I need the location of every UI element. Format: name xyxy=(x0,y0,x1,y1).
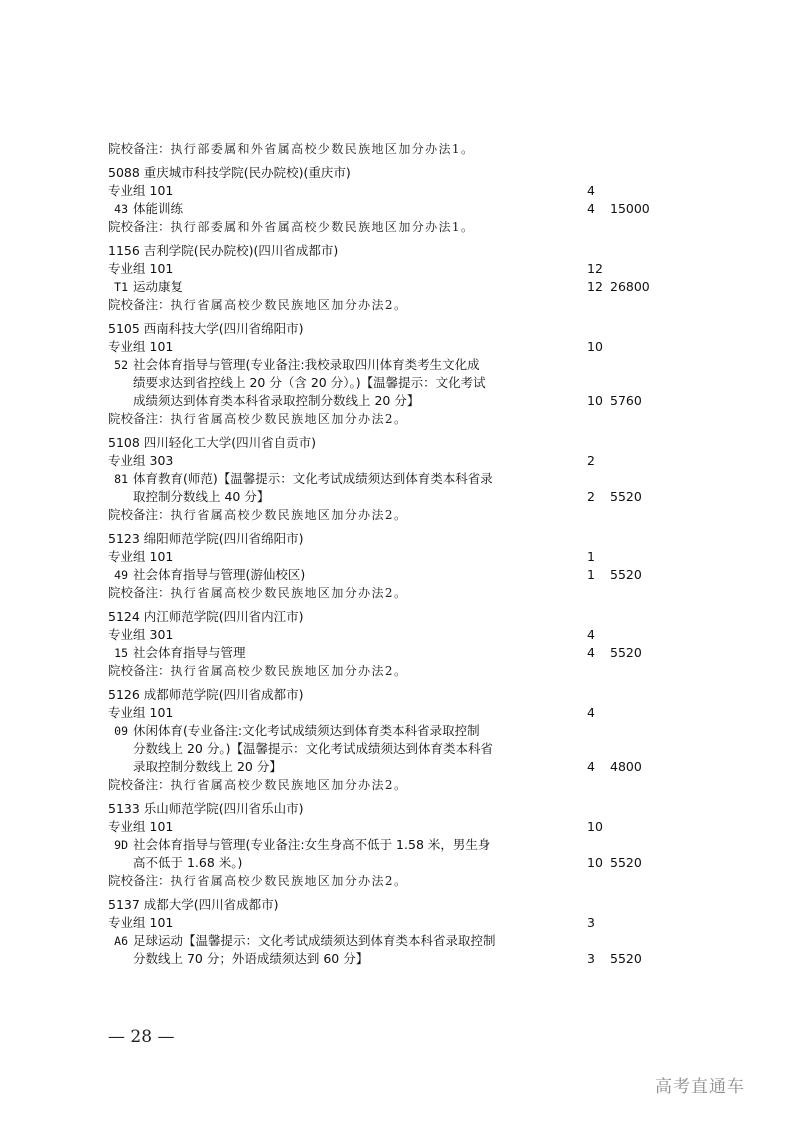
group-id: 301 xyxy=(149,627,174,642)
major-row xyxy=(108,950,668,968)
group-prefix: 专业组 xyxy=(108,819,146,834)
school-header: 1156 吉利学院(民办院校)(四川省成都市) xyxy=(108,243,339,258)
school-header: 5105 西南科技大学(四川省绵阳市) xyxy=(108,321,304,336)
major-row xyxy=(108,566,668,584)
major-count: 3 xyxy=(587,951,595,966)
major-code: A6 xyxy=(114,934,128,948)
major-count: 2 xyxy=(587,489,595,504)
major-text: 社会体育指导与管理(专业备注:我校录取四川体育类考生文化成 xyxy=(133,357,480,372)
group-count: 2 xyxy=(587,453,595,468)
major-group-row xyxy=(108,704,668,722)
major-row xyxy=(108,932,668,950)
major-row xyxy=(108,488,668,506)
group-id: 101 xyxy=(149,339,174,354)
school-note: 院校备注：执行部委属和外省属高校少数民族地区加分办法1。 xyxy=(108,219,475,234)
major-code: 15 xyxy=(114,646,128,660)
group-count: 4 xyxy=(587,627,595,642)
major-count: 10 xyxy=(587,855,603,870)
page-number: — 28 — xyxy=(108,1027,175,1047)
school-block xyxy=(108,434,668,530)
group-prefix: 专业组 xyxy=(108,183,146,198)
tuition-fee: 5520 xyxy=(610,489,642,504)
group-id: 101 xyxy=(149,705,174,720)
school-list xyxy=(108,164,668,974)
major-code: 9D xyxy=(114,838,128,852)
group-id: 101 xyxy=(149,549,174,564)
group-id: 101 xyxy=(149,819,174,834)
tuition-fee: 26800 xyxy=(610,279,650,294)
major-group-row xyxy=(108,626,668,644)
school-block xyxy=(108,320,668,434)
major-group-row xyxy=(108,260,668,278)
major-code: 43 xyxy=(114,202,128,216)
major-count: 4 xyxy=(587,645,595,660)
major-text: 成绩须达到体育类本科省录取控制分数线上 20 分】 xyxy=(133,393,420,408)
group-id: 101 xyxy=(149,183,174,198)
school-block xyxy=(108,530,668,608)
major-row xyxy=(108,854,668,872)
major-count: 12 xyxy=(587,279,603,294)
major-row xyxy=(108,836,668,854)
group-prefix: 专业组 xyxy=(108,705,146,720)
major-text: 体育教育(师范)【温馨提示：文化考试成绩须达到体育类本科省录 xyxy=(133,471,493,486)
major-text: 高不低于 1.68 米。) xyxy=(133,855,243,870)
tuition-fee: 5520 xyxy=(610,855,642,870)
major-group-row xyxy=(108,914,668,932)
major-text: 录取控制分数线上 20 分】 xyxy=(133,759,282,774)
group-count: 4 xyxy=(587,705,595,720)
school-header: 5133 乐山师范学院(四川省乐山市) xyxy=(108,801,304,816)
tuition-fee: 5520 xyxy=(610,951,642,966)
school-block xyxy=(108,800,668,896)
major-group-row xyxy=(108,818,668,836)
major-text: 运动康复 xyxy=(133,279,184,294)
group-id: 303 xyxy=(149,453,174,468)
tuition-fee: 15000 xyxy=(610,201,650,216)
group-prefix: 专业组 xyxy=(108,339,146,354)
group-count: 1 xyxy=(587,549,595,564)
major-count: 4 xyxy=(587,759,595,774)
school-header: 5123 绵阳师范学院(四川省绵阳市) xyxy=(108,531,304,546)
major-row xyxy=(108,374,668,392)
school-note: 院校备注：执行省属高校少数民族地区加分办法2。 xyxy=(108,873,408,888)
major-group-row xyxy=(108,452,668,470)
major-text: 社会体育指导与管理 xyxy=(133,645,246,660)
major-row xyxy=(108,470,668,488)
tuition-fee: 5760 xyxy=(610,393,642,408)
group-count: 10 xyxy=(587,339,603,354)
school-note: 院校备注：执行省属高校少数民族地区加分办法2。 xyxy=(108,411,408,426)
major-row xyxy=(108,200,668,218)
major-count: 1 xyxy=(587,567,595,582)
major-code: T1 xyxy=(114,280,128,294)
school-note: 院校备注：执行部委属和外省属高校少数民族地区加分办法1。 xyxy=(108,141,475,156)
group-id: 101 xyxy=(149,261,174,276)
major-row xyxy=(108,278,668,296)
major-code: 09 xyxy=(114,724,128,738)
group-count: 10 xyxy=(587,819,603,834)
school-block xyxy=(108,242,668,320)
group-prefix: 专业组 xyxy=(108,627,146,642)
group-prefix: 专业组 xyxy=(108,915,146,930)
school-block xyxy=(108,686,668,800)
major-text: 取控制分数线上 40 分】 xyxy=(133,489,270,504)
major-group-row xyxy=(108,548,668,566)
major-text: 休闲体育(专业备注:文化考试成绩须达到体育类本科省录取控制 xyxy=(133,723,480,738)
major-code: 52 xyxy=(114,358,128,372)
major-row xyxy=(108,740,668,758)
document-body xyxy=(108,140,668,974)
major-text: 足球运动【温馨提示：文化考试成绩须达到体育类本科省录取控制 xyxy=(133,933,496,948)
school-note: 院校备注：执行省属高校少数民族地区加分办法2。 xyxy=(108,777,408,792)
major-text: 分数线上 70 分；外语成绩须达到 60 分】 xyxy=(133,951,369,966)
major-count: 4 xyxy=(587,201,595,216)
major-row xyxy=(108,392,668,410)
major-count: 10 xyxy=(587,393,603,408)
major-row xyxy=(108,356,668,374)
group-count: 12 xyxy=(587,261,603,276)
school-header: 5108 四川轻化工大学(四川省自贡市) xyxy=(108,435,317,450)
school-header: 5126 成都师范学院(四川省成都市) xyxy=(108,687,304,702)
major-text: 社会体育指导与管理(专业备注:女生身高不低于 1.58 米，男生身 xyxy=(133,837,491,852)
major-code: 49 xyxy=(114,568,128,582)
group-prefix: 专业组 xyxy=(108,261,146,276)
tuition-fee: 5520 xyxy=(610,645,642,660)
school-note: 院校备注：执行省属高校少数民族地区加分办法2。 xyxy=(108,663,408,678)
school-note: 院校备注：执行省属高校少数民族地区加分办法2。 xyxy=(108,585,408,600)
major-text: 分数线上 20 分。)【温馨提示：文化考试成绩须达到体育类本科省 xyxy=(133,741,493,756)
major-text: 绩要求达到省控线上 20 分（含 20 分）。)【温馨提示：文化考试 xyxy=(133,375,486,390)
group-count: 3 xyxy=(587,915,595,930)
group-id: 101 xyxy=(149,915,174,930)
major-code: 81 xyxy=(114,472,128,486)
school-note: 院校备注：执行省属高校少数民族地区加分办法2。 xyxy=(108,507,408,522)
major-text: 体能训练 xyxy=(133,201,184,216)
major-row xyxy=(108,758,668,776)
major-text: 社会体育指导与管理(游仙校区) xyxy=(133,567,306,582)
school-block xyxy=(108,164,668,242)
school-header: 5088 重庆城市科技学院(民办院校)(重庆市) xyxy=(108,165,351,180)
tuition-fee: 4800 xyxy=(610,759,642,774)
group-count: 4 xyxy=(587,183,595,198)
major-row xyxy=(108,722,668,740)
group-prefix: 专业组 xyxy=(108,453,146,468)
school-block xyxy=(108,608,668,686)
school-header: 5124 内江师范学院(四川省内江市) xyxy=(108,609,304,624)
major-row xyxy=(108,644,668,662)
group-prefix: 专业组 xyxy=(108,549,146,564)
tuition-fee: 5520 xyxy=(610,567,642,582)
major-group-row xyxy=(108,182,668,200)
school-note: 院校备注：执行省属高校少数民族地区加分办法2。 xyxy=(108,297,408,312)
school-header: 5137 成都大学(四川省成都市) xyxy=(108,897,279,912)
watermark: 高考直通车 xyxy=(655,1077,745,1097)
school-block xyxy=(108,896,668,974)
major-group-row xyxy=(108,338,668,356)
